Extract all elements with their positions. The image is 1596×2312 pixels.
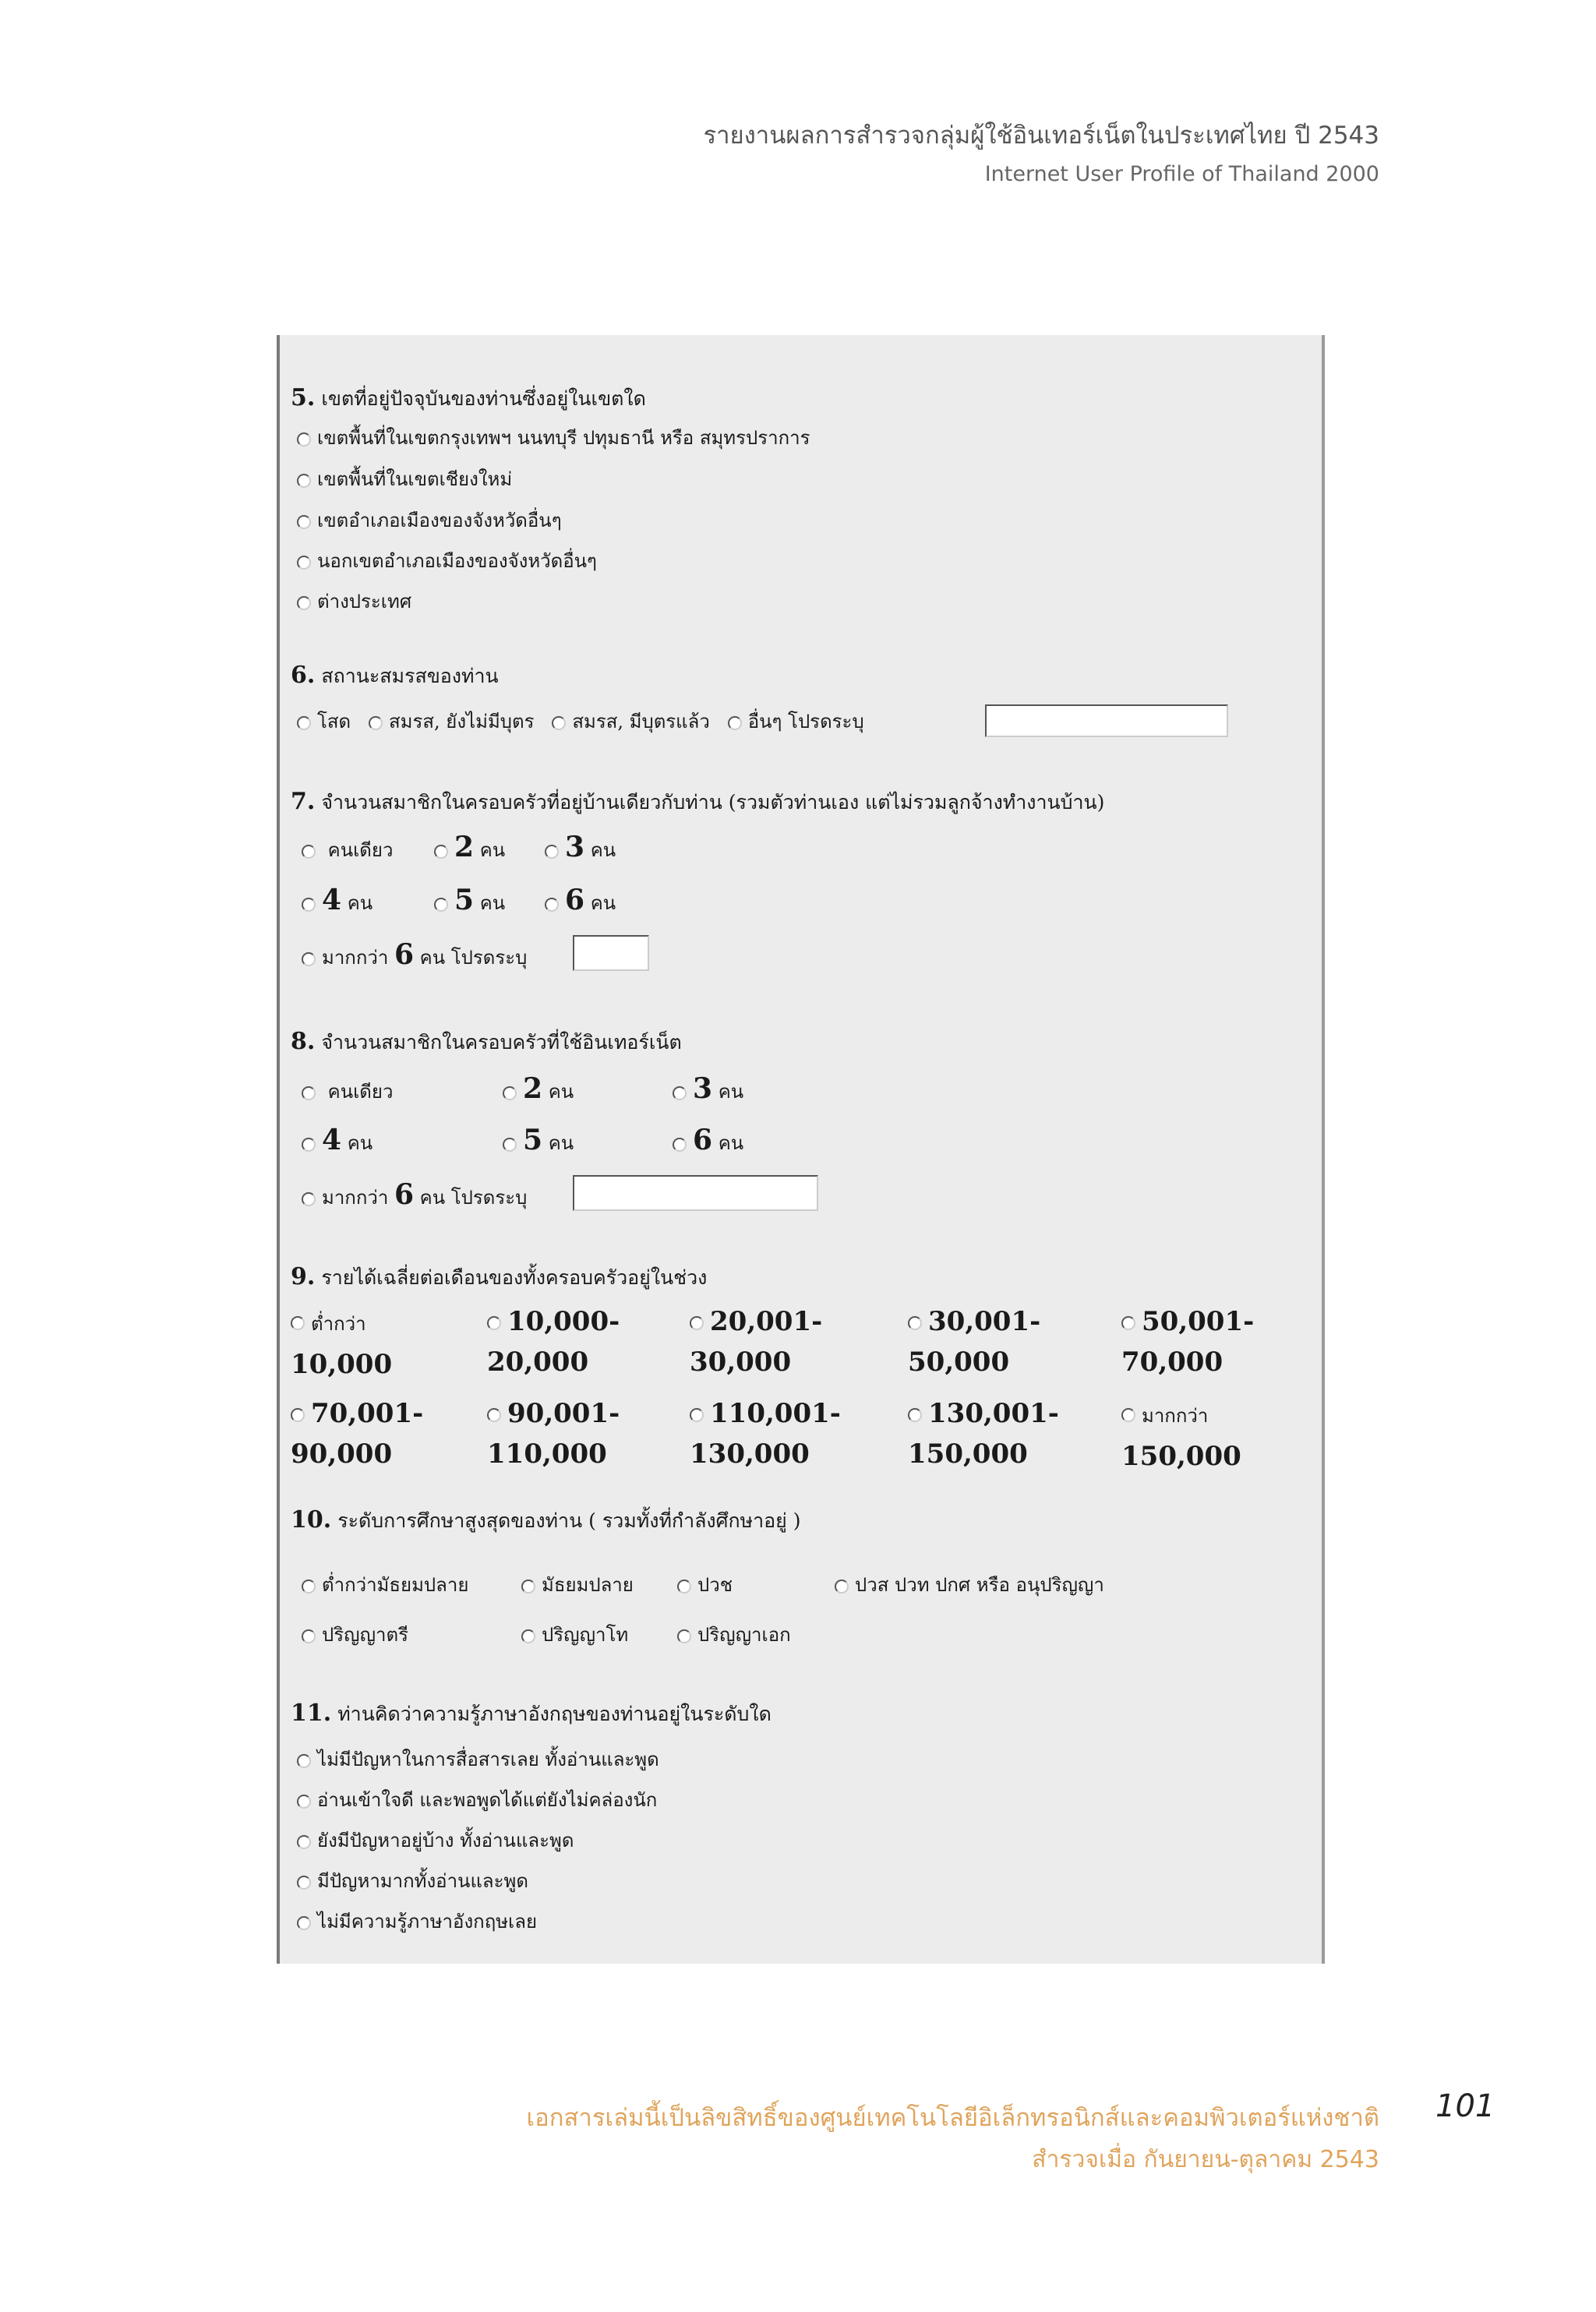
q10-option-6-label: ปริญญาโท bbox=[542, 1624, 629, 1646]
q7-option-4-unit: คน bbox=[347, 892, 373, 914]
q9-option-7[interactable] bbox=[487, 1393, 620, 1474]
q10-option-5-label: ปริญญาตรี bbox=[322, 1624, 408, 1646]
q8-more-text-field[interactable] bbox=[573, 1175, 818, 1211]
q9-option-8-to: 130,000 bbox=[690, 1438, 810, 1470]
q5-option-5-label: ต่างประเทศ bbox=[317, 591, 412, 612]
q10-option-6[interactable] bbox=[521, 1619, 628, 1650]
q9-option-2-to: 20,000 bbox=[487, 1347, 589, 1378]
radio-icon[interactable] bbox=[302, 1192, 316, 1206]
q7-option-2[interactable] bbox=[434, 831, 505, 865]
q9-option-6-to: 90,000 bbox=[291, 1438, 393, 1470]
page-number: 101 bbox=[1435, 2088, 1495, 2124]
radio-icon[interactable] bbox=[297, 556, 311, 570]
q5-option-5[interactable] bbox=[297, 586, 411, 616]
question-6-number: 6. bbox=[291, 662, 316, 689]
q11-option-3-label: ยังมีปัญหาอยู่บ้าง ทั้งอ่านและพูด bbox=[317, 1830, 574, 1851]
q9-option-2[interactable] bbox=[487, 1301, 620, 1382]
radio-icon[interactable] bbox=[297, 1835, 311, 1849]
question-8-number: 8. bbox=[291, 1028, 316, 1055]
radio-icon[interactable] bbox=[908, 1316, 922, 1330]
q9-option-6[interactable] bbox=[291, 1393, 423, 1474]
q8-option-3[interactable] bbox=[673, 1072, 743, 1107]
q7-option-5-number: 5 bbox=[454, 884, 475, 916]
q9-option-1[interactable] bbox=[291, 1301, 392, 1385]
q10-option-3[interactable] bbox=[677, 1569, 733, 1600]
radio-icon[interactable] bbox=[291, 1408, 305, 1422]
radio-icon[interactable] bbox=[1121, 1408, 1135, 1422]
q11-option-1-label: ไม่มีปัญหาในการสื่อสารเลย ทั้งอ่านและพูด bbox=[317, 1749, 659, 1770]
q7-option-4-number: 4 bbox=[322, 884, 342, 916]
q8-option-6[interactable] bbox=[673, 1124, 743, 1158]
question-6 bbox=[291, 661, 499, 692]
radio-icon[interactable] bbox=[302, 1138, 316, 1152]
radio-icon[interactable] bbox=[728, 716, 742, 730]
radio-icon[interactable] bbox=[487, 1316, 501, 1330]
radio-icon[interactable] bbox=[297, 596, 311, 610]
radio-icon[interactable] bbox=[434, 898, 448, 912]
q7-option-3[interactable] bbox=[545, 831, 616, 865]
q8-more-prefix: มากกว่า bbox=[322, 1187, 389, 1209]
q8-option-1-unit: คนเดียว bbox=[327, 1081, 394, 1103]
radio-icon[interactable] bbox=[297, 432, 311, 447]
radio-icon[interactable] bbox=[297, 1876, 311, 1890]
q6-option-2-label: สมรส, ยังไม่มีบุตร bbox=[389, 711, 535, 732]
radio-icon[interactable] bbox=[690, 1316, 704, 1330]
q8-option-5-number: 5 bbox=[523, 1124, 543, 1156]
radio-icon[interactable] bbox=[487, 1408, 501, 1422]
q8-more-suffix: คน โปรดระบุ bbox=[419, 1187, 528, 1209]
q9-option-6-from: 70,001- bbox=[311, 1398, 424, 1429]
q10-option-7-label: ปริญญาเอก bbox=[697, 1624, 791, 1646]
question-9-text: รายได้เฉลี่ยต่อเดือนของทั้งครอบครัวอยู่ในช่วง bbox=[321, 1266, 708, 1289]
q11-option-3[interactable] bbox=[297, 1825, 574, 1855]
q5-option-2-label: เขตพื้นที่ในเขตเชียงใหม่ bbox=[317, 468, 513, 490]
footer-survey-date: สำรวจเมื่อ กันยายน-ตุลาคม 2543 bbox=[1032, 2146, 1379, 2173]
q11-option-4-label: มีปัญหามากทั้งอ่านและพูด bbox=[317, 1870, 528, 1892]
q7-more-number: 6 bbox=[394, 938, 415, 971]
q8-more-number: 6 bbox=[394, 1178, 415, 1211]
radio-icon[interactable] bbox=[1121, 1316, 1135, 1330]
q5-option-4-label: นอกเขตอำเภอเมืองของจังหวัดอื่นๆ bbox=[317, 550, 597, 572]
q5-option-1[interactable] bbox=[297, 422, 810, 453]
survey-form-screenshot bbox=[277, 335, 1325, 1964]
q7-option-2-number: 2 bbox=[454, 831, 475, 863]
radio-icon[interactable] bbox=[521, 1629, 535, 1643]
radio-icon[interactable] bbox=[369, 716, 383, 730]
radio-icon[interactable] bbox=[297, 1795, 311, 1809]
question-7-number: 7. bbox=[291, 788, 316, 815]
radio-icon[interactable] bbox=[503, 1138, 517, 1152]
q8-option-2-number: 2 bbox=[523, 1072, 543, 1105]
q11-option-2-label: อ่านเข้าใจดี และพอพูดได้แต่ยังไม่คล่องนัก bbox=[317, 1789, 658, 1811]
q8-option-more[interactable] bbox=[302, 1178, 527, 1212]
q9-option-8-from: 110,001- bbox=[710, 1398, 841, 1429]
q9-option-5-to: 70,000 bbox=[1121, 1347, 1223, 1378]
q9-option-10-from: มากกว่า bbox=[1142, 1405, 1209, 1427]
question-10-number: 10. bbox=[291, 1506, 332, 1534]
question-5-text: เขตที่อยู่ปัจจุบันของท่านซึ่งอยู่ในเขตใด bbox=[321, 387, 646, 410]
question-9 bbox=[291, 1262, 707, 1294]
radio-icon[interactable] bbox=[297, 716, 311, 730]
q6-options-row bbox=[297, 706, 864, 736]
q11-option-2[interactable] bbox=[297, 1784, 657, 1815]
question-8 bbox=[291, 1027, 682, 1058]
radio-icon[interactable] bbox=[302, 845, 316, 859]
footer-copyright: เอกสารเล่มนี้เป็นลิขสิทธิ์ของศูนย์เทคโนโลยีอิเล็กทรอนิกส์และคอมพิวเตอร์แห่งชาติ bbox=[526, 2104, 1379, 2132]
q10-option-7[interactable] bbox=[677, 1619, 791, 1650]
q9-option-1-to: 10,000 bbox=[291, 1349, 393, 1380]
radio-icon[interactable] bbox=[835, 1580, 849, 1594]
q7-option-more[interactable] bbox=[302, 938, 527, 972]
q9-option-8[interactable] bbox=[690, 1393, 841, 1474]
q8-option-6-unit: คน bbox=[718, 1132, 744, 1154]
question-11-text: ท่านคิดว่าความรู้ภาษาอังกฤษของท่านอยู่ในระดับใด bbox=[337, 1703, 772, 1725]
radio-icon[interactable] bbox=[297, 474, 311, 488]
radio-icon[interactable] bbox=[302, 1629, 316, 1643]
q10-option-4-label: ปวส ปวท ปกศ หรือ อนุปริญญา bbox=[855, 1574, 1104, 1596]
radio-icon[interactable] bbox=[302, 898, 316, 912]
q7-option-3-number: 3 bbox=[565, 831, 585, 863]
question-10 bbox=[291, 1505, 801, 1537]
radio-icon[interactable] bbox=[673, 1138, 687, 1152]
q11-option-5-label: ไม่มีความรู้ภาษาอังกฤษเลย bbox=[317, 1911, 538, 1933]
question-7-text: จำนวนสมาชิกในครอบครัวที่อยู่บ้านเดียวกับท่าน (รวมตัวท่านเอง แต่ไม่รวมลูกจ้างทำงานบ้าน) bbox=[321, 791, 1105, 814]
q11-option-5[interactable] bbox=[297, 1906, 537, 1936]
q8-option-4-number: 4 bbox=[322, 1124, 342, 1156]
q8-option-5[interactable] bbox=[503, 1124, 574, 1158]
radio-icon[interactable] bbox=[673, 1086, 687, 1100]
q11-option-1[interactable] bbox=[297, 1744, 659, 1774]
q9-option-4-to: 50,000 bbox=[908, 1347, 1010, 1378]
q9-option-3[interactable] bbox=[690, 1301, 822, 1382]
q8-option-2-unit: คน bbox=[548, 1081, 574, 1103]
question-9-number: 9. bbox=[291, 1263, 316, 1290]
q7-option-5[interactable] bbox=[434, 884, 505, 918]
radio-icon[interactable] bbox=[908, 1408, 922, 1422]
q7-option-4[interactable] bbox=[302, 884, 373, 918]
question-11-number: 11. bbox=[291, 1700, 332, 1727]
q7-option-1-unit: คนเดียว bbox=[327, 839, 394, 861]
q9-option-4-from: 30,001- bbox=[928, 1306, 1041, 1337]
q11-option-4[interactable] bbox=[297, 1865, 528, 1896]
q7-option-5-unit: คน bbox=[479, 892, 506, 914]
question-8-text: จำนวนสมาชิกในครอบครัวที่ใช้อินเทอร์เน็ต bbox=[321, 1031, 682, 1054]
q9-option-3-to: 30,000 bbox=[690, 1347, 792, 1378]
q8-option-3-unit: คน bbox=[718, 1081, 744, 1103]
q9-option-7-from: 90,001- bbox=[507, 1398, 620, 1429]
q8-option-3-number: 3 bbox=[693, 1072, 713, 1105]
q8-option-6-number: 6 bbox=[693, 1124, 713, 1156]
radio-icon[interactable] bbox=[297, 515, 311, 529]
q9-option-9-to: 150,000 bbox=[908, 1438, 1028, 1470]
q9-option-10[interactable] bbox=[1121, 1393, 1241, 1477]
q8-option-1[interactable] bbox=[302, 1072, 393, 1107]
q6-option-3-label: สมรส, มีบุตรแล้ว bbox=[572, 711, 710, 732]
q9-option-5[interactable] bbox=[1121, 1301, 1254, 1382]
q9-option-4[interactable] bbox=[908, 1301, 1040, 1382]
header-title-english: Internet User Profile of Thailand 2000 bbox=[984, 162, 1379, 186]
question-11 bbox=[291, 1699, 772, 1730]
radio-icon[interactable] bbox=[677, 1629, 691, 1643]
q10-option-2-label: มัธยมปลาย bbox=[542, 1574, 634, 1596]
q7-option-6[interactable] bbox=[545, 884, 616, 918]
q7-option-3-unit: คน bbox=[590, 839, 616, 861]
q10-option-4[interactable] bbox=[835, 1569, 1104, 1600]
question-7 bbox=[291, 787, 1104, 818]
q9-option-1-from: ต่ำกว่า bbox=[311, 1313, 366, 1335]
radio-icon[interactable] bbox=[291, 1316, 305, 1330]
q10-option-1[interactable] bbox=[302, 1569, 468, 1600]
radio-icon[interactable] bbox=[503, 1086, 517, 1100]
q9-option-10-to: 150,000 bbox=[1121, 1441, 1241, 1472]
q5-option-1-label: เขตพื้นที่ในเขตกรุงเทพฯ นนทบุรี ปทุมธานี หรือ สมุทรปราการ bbox=[317, 427, 810, 449]
q8-option-2[interactable] bbox=[503, 1072, 574, 1107]
radio-icon[interactable] bbox=[677, 1580, 691, 1594]
q8-option-4[interactable] bbox=[302, 1124, 373, 1158]
question-6-text: สถานะสมรสของท่าน bbox=[321, 665, 499, 687]
question-10-text: ระดับการศึกษาสูงสุดของท่าน ( รวมทั้งที่กำลังศึกษาอยู่ ) bbox=[337, 1509, 801, 1532]
radio-icon[interactable] bbox=[302, 1086, 316, 1100]
q5-option-3[interactable] bbox=[297, 505, 562, 535]
radio-icon[interactable] bbox=[434, 845, 448, 859]
radio-icon[interactable] bbox=[552, 716, 566, 730]
header-title-thai: รายงานผลการสำรวจกลุ่มผู้ใช้อินเทอร์เน็ตในประเทศไทย ปี 2543 bbox=[703, 122, 1379, 150]
q7-option-6-unit: คน bbox=[590, 892, 616, 914]
q10-option-2[interactable] bbox=[521, 1569, 634, 1600]
radio-icon[interactable] bbox=[545, 898, 559, 912]
q6-option-4-label: อื่นๆ โปรดระบุ bbox=[747, 711, 864, 732]
q6-option-1-label: โสด bbox=[317, 711, 351, 732]
q5-option-3-label: เขตอำเภอเมืองของจังหวัดอื่นๆ bbox=[317, 510, 562, 531]
radio-icon[interactable] bbox=[545, 845, 559, 859]
radio-icon[interactable] bbox=[302, 952, 316, 966]
q7-option-2-unit: คน bbox=[479, 839, 506, 861]
q7-option-6-number: 6 bbox=[565, 884, 585, 916]
radio-icon[interactable] bbox=[690, 1408, 704, 1422]
q8-option-4-unit: คน bbox=[347, 1132, 373, 1154]
q9-option-9[interactable] bbox=[908, 1393, 1059, 1474]
q10-option-5[interactable] bbox=[302, 1619, 408, 1650]
q6-other-text-field[interactable] bbox=[985, 704, 1228, 737]
q9-option-3-from: 20,001- bbox=[710, 1306, 823, 1337]
question-5-number: 5. bbox=[291, 384, 316, 411]
q9-option-2-from: 10,000- bbox=[507, 1306, 620, 1337]
q7-option-1[interactable] bbox=[302, 831, 393, 865]
radio-icon[interactable] bbox=[302, 1580, 316, 1594]
q5-option-4[interactable] bbox=[297, 545, 597, 576]
q9-option-5-from: 50,001- bbox=[1142, 1306, 1255, 1337]
q9-option-7-to: 110,000 bbox=[487, 1438, 607, 1470]
radio-icon[interactable] bbox=[297, 1916, 311, 1930]
q10-option-1-label: ต่ำกว่ามัธยมปลาย bbox=[322, 1574, 469, 1596]
q9-option-9-from: 130,001- bbox=[928, 1398, 1059, 1429]
q5-option-2[interactable] bbox=[297, 464, 512, 494]
radio-icon[interactable] bbox=[521, 1580, 535, 1594]
q8-option-5-unit: คน bbox=[548, 1132, 574, 1154]
q7-more-suffix: คน โปรดระบุ bbox=[419, 947, 528, 969]
question-5 bbox=[291, 383, 646, 415]
q7-more-prefix: มากกว่า bbox=[322, 947, 389, 969]
q10-option-3-label: ปวช bbox=[697, 1574, 733, 1596]
radio-icon[interactable] bbox=[297, 1754, 311, 1768]
q7-more-text-field[interactable] bbox=[573, 935, 649, 971]
